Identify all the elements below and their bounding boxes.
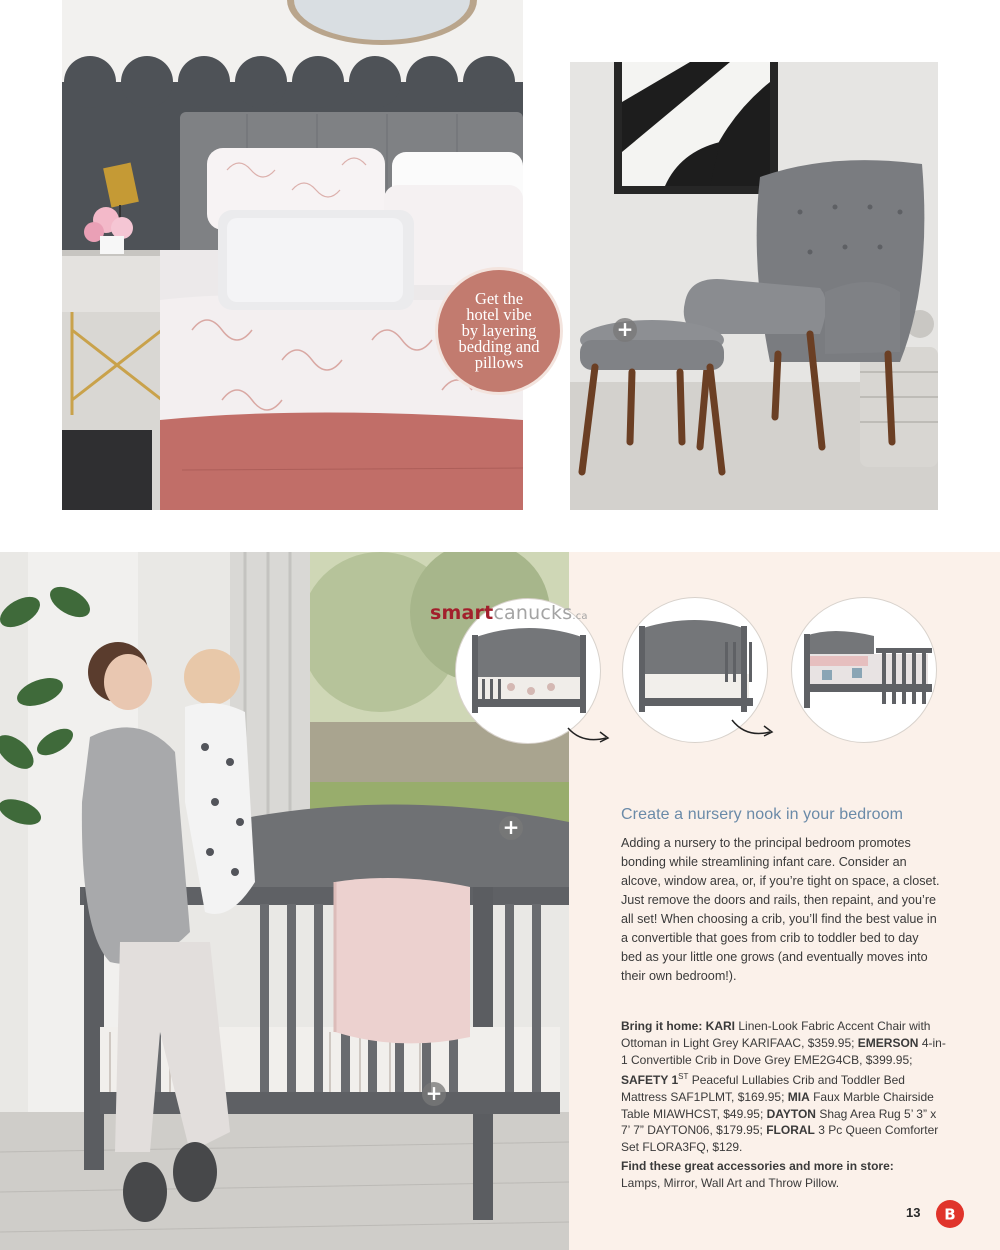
full-bed-illustration <box>792 598 937 743</box>
product-name: MIA <box>787 1089 810 1104</box>
product-desc: Peaceful Lullabies Crib and Toddler Bed Mattress SAF1PLMT, $169.95; <box>621 1072 905 1104</box>
brand-logo-icon <box>936 1200 964 1228</box>
arrow-icon <box>564 724 614 748</box>
logo-letter: B <box>944 1205 956 1224</box>
crib-full-bed-circle <box>791 597 937 743</box>
find-text: Lamps, Mirror, Wall Art and Throw Pillow. <box>621 1175 840 1190</box>
product-superscript: ST <box>678 1071 689 1081</box>
product-desc: 3 Pc Queen Comforter Set FLORA3FQ, $129. <box>621 1123 939 1155</box>
product-desc: Faux Marble Chairside Table MIAWHCST, $49.95; <box>621 1089 934 1121</box>
bedroom-photo <box>62 0 523 510</box>
watermark-part: smart <box>430 602 494 624</box>
page-number: 13 <box>906 1205 921 1220</box>
product-name: EMERSON <box>857 1035 919 1050</box>
product-name: FLORAL <box>766 1123 815 1138</box>
find-label: Find these great accessories and more in store: <box>621 1159 894 1173</box>
callout-line: bedding and <box>458 337 540 356</box>
chair-illustration <box>570 62 938 510</box>
bring-home-label: Bring it home: <box>621 1019 703 1033</box>
article-body: Adding a nursery to the principal bedroom promotes bonding while streamlining infant care. Consider an alcove, window area, or, if you’re tight on space, a closet. Just remove the doors and rails, then repaint, and you’re all set! When choosing a crib, you’ll find the best value in a convertible that goes from crib to toddler bed to day bed as your little one grows (and eventually moves into their own bedroom!). <box>621 836 940 983</box>
product-name: SAFETY 1 <box>621 1072 679 1087</box>
callout-line: by layering <box>461 321 537 340</box>
product-name: DAYTON <box>766 1106 816 1121</box>
smartcanucks-watermark <box>430 602 588 624</box>
product-list <box>621 1018 946 1156</box>
hotel-vibe-callout <box>435 267 563 395</box>
brand-logo-glyph <box>936 1200 964 1228</box>
callout-line: Get the <box>474 289 524 308</box>
mattress-plus-icon[interactable]: + <box>422 1082 446 1106</box>
callout-line: pillows <box>474 353 524 372</box>
product-desc: Linen-Look Fabric Accent Chair with Ottoman in Light Grey KARIFAAC, $359.95; <box>621 1019 931 1050</box>
accessories-note <box>621 1158 941 1191</box>
product-desc: Shag Area Rug 5’ 3” x 7’ 7” DAYTON06, $179.95; <box>621 1106 937 1138</box>
accent-chair-photo <box>570 62 938 510</box>
arrow-icon <box>728 716 778 740</box>
product-name: KARI <box>705 1019 736 1033</box>
crib-plus-icon[interactable]: + <box>499 816 523 840</box>
watermark-part: .ca <box>572 611 588 622</box>
article-heading: Create a nursery nook in your bedroom <box>621 806 904 823</box>
ottoman-plus-icon[interactable]: + <box>613 318 637 342</box>
watermark-part: canucks <box>493 602 573 624</box>
bedroom-illustration <box>62 0 523 510</box>
callout-line: hotel vibe <box>466 305 532 324</box>
product-desc: 4-in-1 Convertible Crib in Dove Grey EME2G4CB, $399.95; <box>621 1035 946 1067</box>
